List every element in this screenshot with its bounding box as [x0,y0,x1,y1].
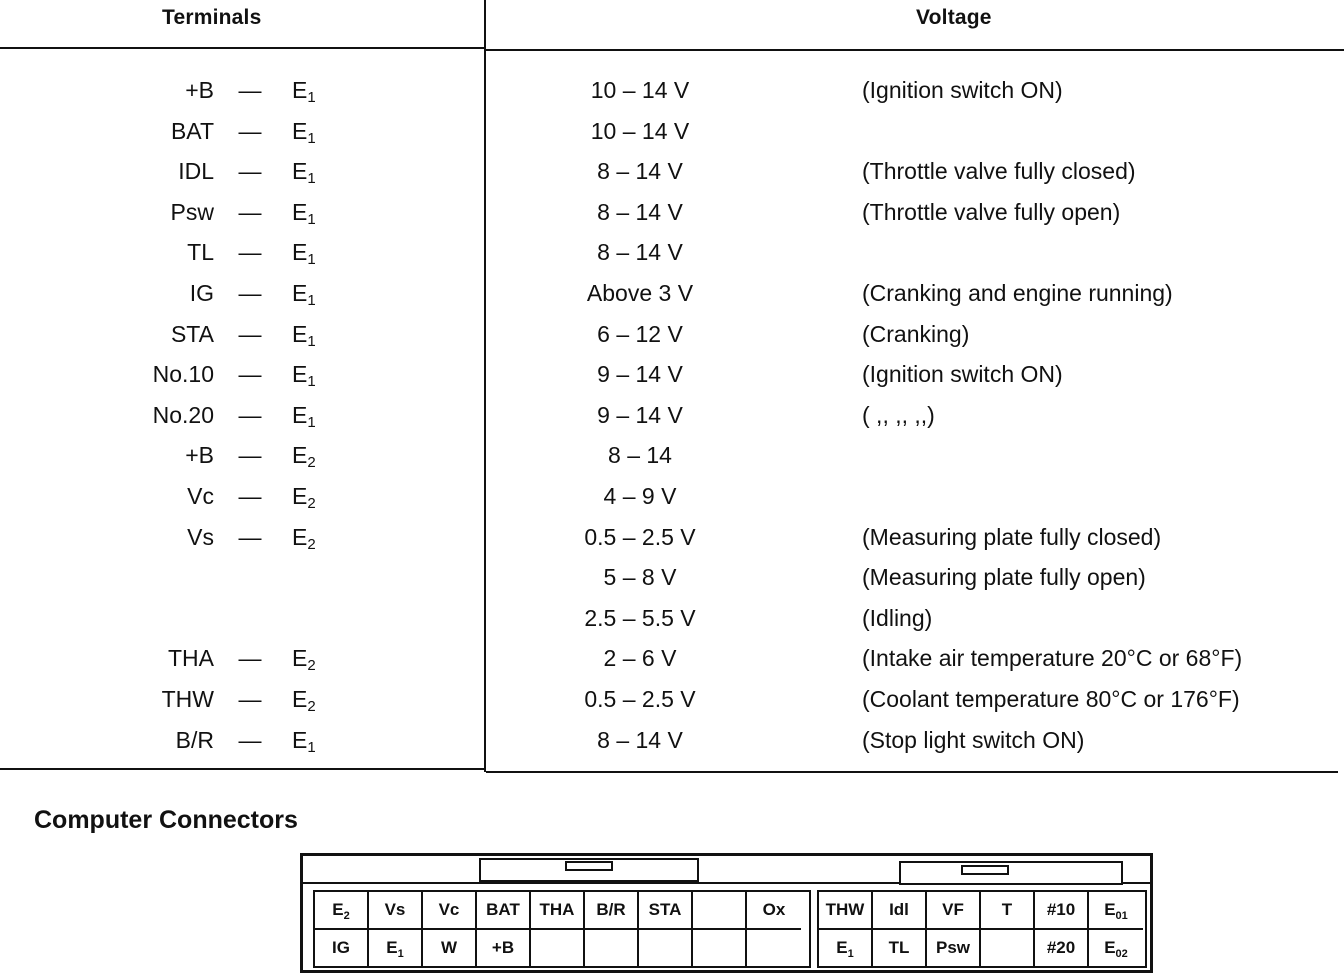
ground-subscript: 2 [307,657,316,674]
ground-letter: E [292,442,308,468]
voltage-value: 0.5 – 2.5 V [584,524,696,550]
ground-subscript: 2 [307,495,316,512]
connector-pin [315,892,369,930]
connector-pin [693,930,747,968]
pin-label: #20 [1046,938,1076,957]
pin-label: #10 [1046,900,1076,919]
ground-subscript: 1 [307,130,316,147]
voltage-value: 9 – 14 V [597,402,683,428]
terminal-name: B/R [175,727,214,753]
pin-label: BAT [486,900,520,919]
voltage-condition: (Ignition switch ON) [862,361,1063,387]
connector-pin [585,930,639,968]
terminal-name: No.20 [152,402,214,428]
connector-pin [585,892,639,930]
connector-pin [747,892,801,930]
ground-subscript: 1 [307,333,316,350]
ground-letter: E [292,361,308,387]
voltage-value: 2.5 – 5.5 V [584,605,696,631]
voltage-condition: (Idling) [862,605,933,631]
voltage-condition: (Measuring plate fully open) [862,564,1146,590]
connector-pin [1035,892,1089,930]
voltage-value: 5 – 8 V [603,564,677,590]
voltage-value: 8 – 14 [608,442,672,468]
ground-letter: E [292,280,308,306]
ground-subscript: 1 [307,211,316,228]
terminal-dash: — [238,645,262,671]
right-connector-latch [961,865,1009,875]
pin-label: E [836,938,848,957]
voltage-condition: (Measuring plate fully closed) [862,524,1162,550]
connector-pin [873,892,927,930]
pin-label: STA [648,900,682,919]
ground-terminal [292,482,316,518]
ground-terminal [292,523,316,559]
connector-pin [1089,930,1143,968]
terminal-dash: — [238,361,262,387]
pin-label: Vc [438,900,460,919]
ground-terminal [292,726,316,762]
terminal-name: No.10 [152,361,214,387]
right-connector-key [899,861,1123,885]
voltage-condition: (Ignition switch ON) [862,77,1063,103]
ground-terminal [292,279,316,315]
ground-terminal [292,685,316,721]
connector-pin [423,892,477,930]
voltage-condition: (Stop light switch ON) [862,727,1085,753]
ground-letter: E [292,239,308,265]
connector-pin [747,930,801,968]
pin-subscript: 02 [1115,948,1128,960]
terminal-dash: — [238,77,262,103]
ground-subscript: 1 [307,739,316,756]
connector-pin [873,930,927,968]
terminal-name: IG [189,280,214,306]
terminal-dash: — [238,686,262,712]
connector-pin [477,892,531,930]
pin-label: E [1104,938,1116,957]
connectors-title: Computer Connectors [34,806,298,834]
terminal-dash: — [238,239,262,265]
ground-letter: E [292,402,308,428]
terminal-name: Vc [187,483,214,509]
column-divider [484,0,486,772]
ground-letter: E [292,321,308,347]
ground-subscript: 1 [307,251,316,268]
left-connector-latch [565,861,613,871]
voltage-condition: (Cranking and engine running) [862,280,1173,306]
pin-label: Idl [889,900,909,919]
footer-rule-right [486,771,1338,773]
terminals-header: Terminals [162,6,262,29]
terminal-name: Psw [170,199,214,225]
ground-terminal [292,238,316,274]
ground-terminal [292,441,316,477]
ground-subscript: 2 [307,454,316,471]
pin-label: W [440,938,458,957]
voltage-value: 10 – 14 V [590,77,690,103]
voltage-value: 9 – 14 V [597,361,683,387]
connector-pin [369,892,423,930]
voltage-value: 6 – 12 V [597,321,683,347]
header-rule-left [0,47,486,49]
right-connector-block [817,890,1147,968]
terminal-name: BAT [170,118,214,144]
pin-label: T [1001,900,1013,919]
ground-subscript: 1 [307,414,316,431]
terminal-dash: — [238,158,262,184]
ground-terminal [292,76,316,112]
voltage-value: 8 – 14 V [597,199,683,225]
ground-subscript: 2 [307,698,316,715]
terminal-dash: — [238,118,262,144]
connector-pin [423,930,477,968]
terminal-name: +B [185,77,214,103]
pin-label: +B [491,938,515,957]
voltage-condition: (Cranking) [862,321,970,347]
connector-pin [369,930,423,968]
connector-pin [531,930,585,968]
voltage-condition: (Coolant temperature 80°C or 176°F) [862,686,1240,712]
voltage-value: 8 – 14 V [597,727,683,753]
header-rule-right [486,49,1344,51]
pin-label: Vs [384,900,406,919]
ground-subscript: 1 [307,89,316,106]
ground-subscript: 1 [307,292,316,309]
ground-terminal [292,360,316,396]
ground-letter: E [292,158,308,184]
ground-subscript: 1 [307,373,316,390]
ground-subscript: 2 [307,536,316,553]
terminal-name: THW [161,686,214,712]
terminal-name: STA [170,321,214,347]
connector-pin [693,892,747,930]
terminal-name: +B [185,442,214,468]
pin-label: TL [888,938,910,957]
voltage-value: 10 – 14 V [590,118,690,144]
voltage-value: 8 – 14 V [597,158,683,184]
ground-terminal [292,157,316,193]
connector-pin [639,892,693,930]
connector-pin [981,892,1035,930]
voltage-condition: (Intake air temperature 20°C or 68°F) [862,645,1243,671]
pin-label: Psw [935,938,971,957]
terminal-dash: — [238,199,262,225]
terminal-dash: — [238,727,262,753]
terminal-dash: — [238,483,262,509]
voltage-condition: (Throttle valve fully closed) [862,158,1136,184]
connector-pin [927,930,981,968]
voltage-value: 2 – 6 V [603,645,677,671]
pin-label: Ox [762,900,786,919]
pin-label: VF [942,900,964,919]
terminal-dash: — [238,442,262,468]
connector-pin [315,930,369,968]
ground-letter: E [292,645,308,671]
terminal-dash: — [238,321,262,347]
pin-label: E [386,938,398,957]
voltage-condition: (Throttle valve fully open) [862,199,1121,225]
ground-letter: E [292,686,308,712]
voltage-value: 0.5 – 2.5 V [584,686,696,712]
ground-letter: E [292,199,308,225]
pin-subscript: 1 [847,948,854,960]
connector-pin [531,892,585,930]
connector-pin [927,892,981,930]
voltage-condition: ( ,, ,, ,,) [862,402,935,428]
ground-letter: E [292,524,308,550]
terminal-name: Vs [187,524,214,550]
voltage-value: Above 3 V [586,280,694,306]
connector-pin [1089,892,1143,930]
pin-label: E [332,900,344,919]
ground-letter: E [292,727,308,753]
terminal-dash: — [238,524,262,550]
voltage-value: 8 – 14 V [597,239,683,265]
terminal-name: TL [187,239,214,265]
ground-terminal [292,117,316,153]
connector-pin [477,930,531,968]
voltage-value: 4 – 9 V [603,483,677,509]
ground-letter: E [292,118,308,144]
connector-pin [981,930,1035,968]
pin-label: IG [332,938,350,957]
pin-subscript: 2 [343,910,350,922]
ground-terminal [292,401,316,437]
terminal-name: IDL [178,158,214,184]
left-connector-block [313,890,811,968]
connector-pin [639,930,693,968]
pin-label: THA [539,900,575,919]
ground-letter: E [292,77,308,103]
pin-label: THW [825,900,865,919]
connector-pin [819,930,873,968]
pin-subscript: 1 [397,948,404,960]
pin-subscript: 01 [1115,910,1128,922]
ground-subscript: 1 [307,170,316,187]
footer-rule-left [0,768,486,770]
terminal-dash: — [238,280,262,306]
terminal-dash: — [238,402,262,428]
ground-terminal [292,198,316,234]
ground-letter: E [292,483,308,509]
connector-pin [819,892,873,930]
ground-terminal [292,320,316,356]
computer-connector-diagram [300,853,1153,973]
voltage-header: Voltage [916,6,992,29]
pin-label: B/R [596,900,626,919]
ground-terminal [292,644,316,680]
connector-pin [1035,930,1089,968]
terminal-name: THA [168,645,214,671]
pin-label: E [1104,900,1116,919]
